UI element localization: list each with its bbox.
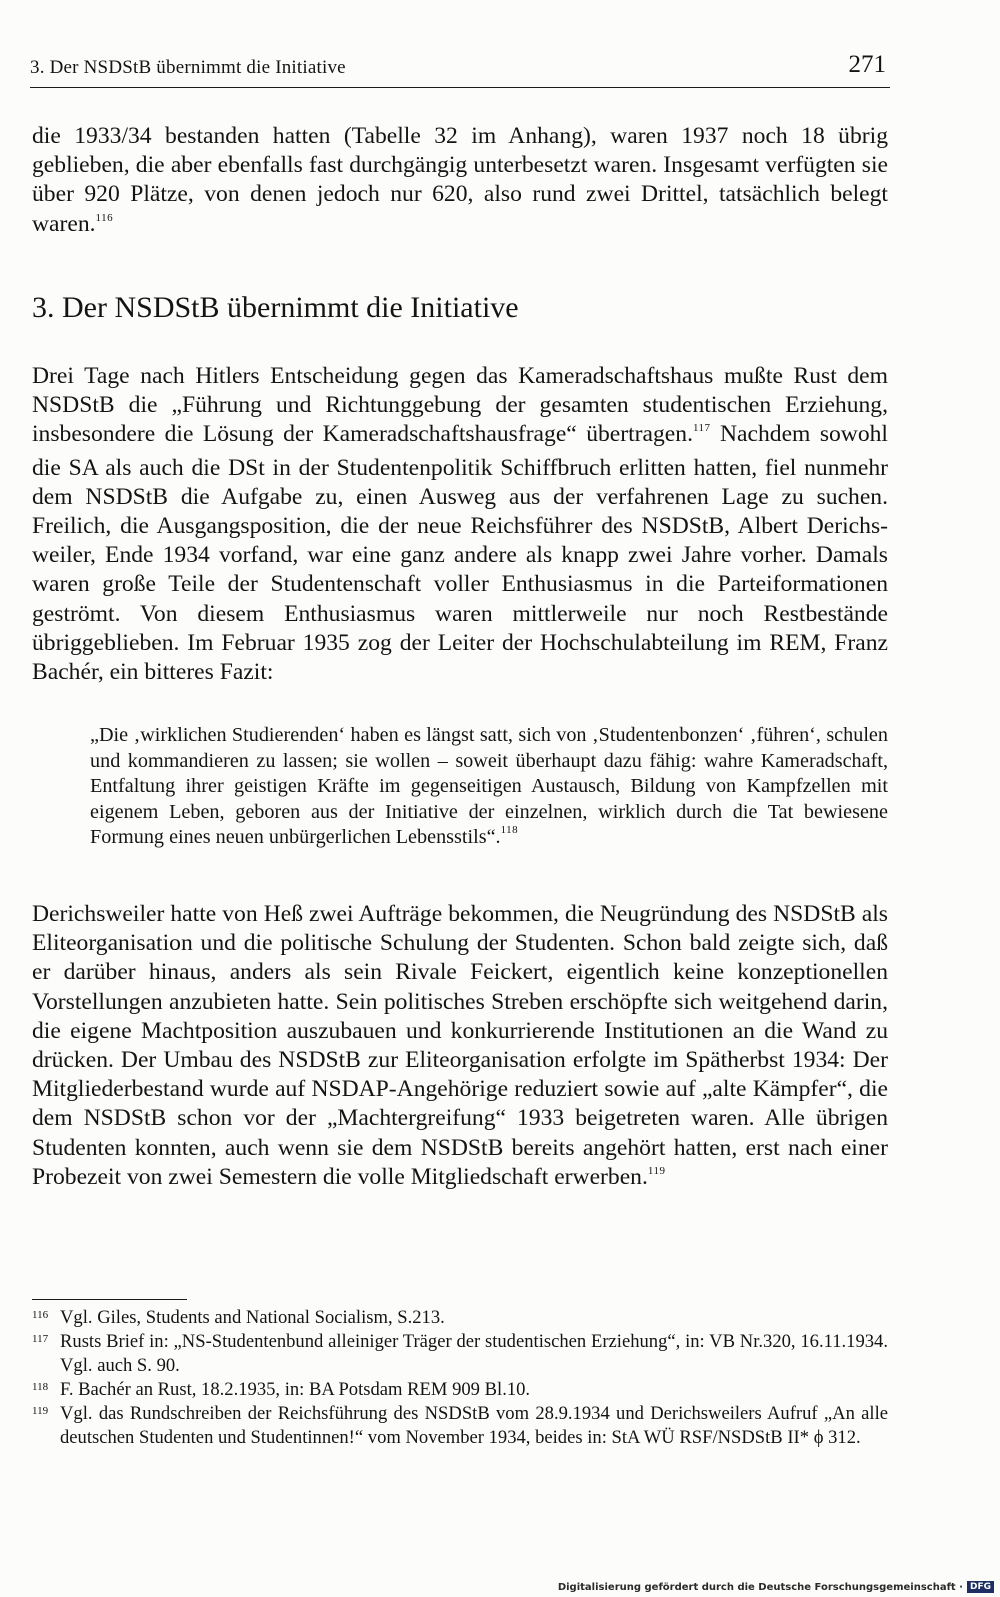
footnotes (32, 1306, 888, 1450)
paragraph-text: die 1933/34 bestanden hatten (Tabelle 32 im Anhang), waren 1937 noch 18 übrig geblieben, die aber ebenfalls fast durchgängig unterbesetzt waren. Insgesamt verfügten sie über 920 Plätze, von denen jedoch nur 620, also rund zwei Drittel, tatsächlich belegt waren. (32, 123, 888, 237)
page-number: 271 (848, 51, 886, 78)
paragraph-intro (32, 362, 888, 687)
paragraph-derichsweiler (32, 900, 888, 1196)
digitization-credit (558, 1581, 994, 1593)
paragraph-text: Derichsweiler hatte von Heß zwei Aufträge bekommen, die Neugründung des NSDStB als Eliteorganisation und die politische Schulung der Studenten. Schon bald zeigte sich, daß er darüber hinaus, anders als sein Rivale Feickert, eigentlich keine konzeptionellen Vorstellungen anzubieten hatte. Sein politisches Streben erschöpfte sich weitgehend darin, die eigene Machtposition auszubauen und konkurrierende Institutionen an die Wand zu drücken. Der Umbau des NSDStB zur Eliteorganisation erfolgte im Spätherbst 1934: Der Mitgliederbestand wurde auf NSDAP-Angehörige reduziert sowie auf „alte Kämpfer“, die dem NSDStB schon vor der „Machtergreifung“ 1933 beigetreten waren. Alle übrigen Studenten konnten, auch wenn sie dem NSDStB bereits angehört hatten, erst nach einer Probezeit von zwei Semestern die volle Mitgliedschaft erwerben. (32, 901, 888, 1190)
footnote-116 (32, 1306, 888, 1330)
footnote-118 (32, 1378, 888, 1402)
footnote-text: Rusts Brief in: „NS-Studentenbund alleiniger Träger der studentischen Erziehung“, in: VB Nr.320, 16.11.1934. Vgl. auch S. 90. (60, 1331, 888, 1376)
footnote-ref-118: 118 (500, 824, 519, 837)
footnote-text: F. Bachér an Rust, 18.2.1935, in: BA Potsdam REM 909 Bl.10. (60, 1379, 531, 1400)
dfg-logo-icon: DFG (967, 1581, 994, 1593)
running-head (30, 53, 890, 88)
paragraph-text: Drei Tage nach Hitlers Entscheidung gegen das Kameradschaftshaus mußte Rust dem NSDStB die „Führung und Richtunggebung der gesamten studentischen Erziehung, insbesondere die Lösung der Kameradschaftshausfrage“ übertragen. (32, 363, 888, 448)
footnote-number: 117 (32, 1333, 49, 1345)
footnote-117 (32, 1330, 888, 1378)
footnote-divider (32, 1299, 187, 1300)
block-quote (90, 723, 888, 854)
footnote-ref-116: 116 (95, 211, 114, 224)
section-heading: 3. Der NSDStB übernimmt die Initiative (32, 291, 519, 324)
paragraph-text: Nachdem sowohl die SA als auch die DSt in der Studentenpolitik Schiffbruch erlitten hatten, fiel nunmehr dem NSDStB die Aufgabe zu, einen Ausweg aus der verfahrenen Lage zu suchen. Freilich, die Ausgangsposition, die der neue Reichsführer des NSDStB, Albert Derichsweiler, Ende 1934 vorfand, war eine ganz andere als knapp zwei Jahre vorher. Damals waren große Teile der Studentenschaft voller Enthusiasmus in die Parteiformationen geströmt. Von diesem Enthusiasmus waren mittlerweile nur noch Restbestände übriggeblieben. Im Februar 1935 zog der Leiter der Hochschulabteilung im REM, Franz Bachér, ein bitteres Fazit: (32, 421, 888, 686)
footnote-text: Vgl. Giles, Students and National Socialism, S.213. (60, 1307, 445, 1328)
footnote-119 (32, 1402, 888, 1450)
credit-text: Digitalisierung gefördert durch die Deutsche Forschungsgemeinschaft · (557, 1582, 963, 1593)
footnote-ref-119: 119 (647, 1164, 666, 1177)
footnote-ref-117: 117 (692, 422, 711, 435)
footnote-text: Vgl. das Rundschreiben der Reichsführung des NSDStB vom 28.9.1934 und Derichsweilers Aufruf „An alle deutschen Studenten und Studentinnen!“ vom November 1934, beides in: StA WÜ RSF/NSDStB II* ϕ 312. (60, 1403, 888, 1448)
footnote-number: 119 (32, 1405, 49, 1417)
paragraph-continuation (32, 122, 888, 243)
footnote-number: 118 (32, 1381, 49, 1393)
running-head-title: 3. Der NSDStB übernimmt die Initiative (30, 57, 346, 78)
quote-text: „Die ‚wirklichen Studierenden‘ haben es längst satt, sich von ‚Studentenbonzen‘ ‚führen‘, schulen und kommandieren zu lassen; sie wollen – soweit überhaupt dazu fähig: wahre Kameradschaft, Entfaltung ihrer geistigen Kräfte im gegenseitigen Austausch, Bildung von Kampfzellen mit eigenem Leben, geboren aus der Initiative der einzelnen, wirklich durch die Tat bewiesene Formung eines neuen unbürgerlichen Lebensstils“. (90, 724, 888, 849)
footnote-number: 116 (32, 1309, 49, 1321)
